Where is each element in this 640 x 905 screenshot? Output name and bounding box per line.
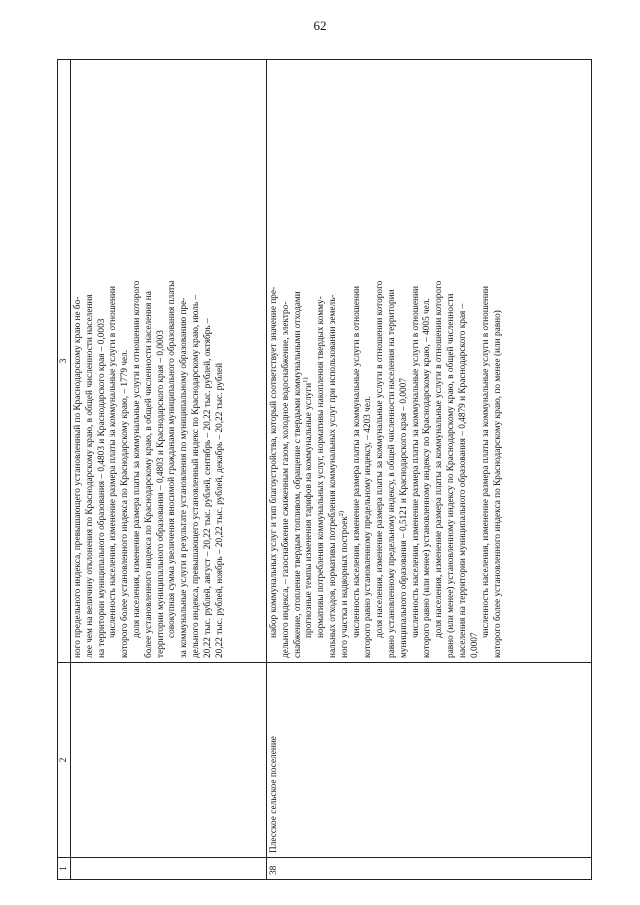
table-row-continuation — [71, 60, 267, 880]
description-line: муниципального образования – 0,5121 и Краснодарского края – 0,0007 — [398, 378, 409, 658]
description-line: численность населения, изменение размера платы за коммунальные услуги в отношении — [481, 286, 492, 638]
description-line: ного предельного индекса, превышающего установленный по Краснодарскому краю не бо- — [73, 296, 84, 658]
description-line: совокупная сумма увеличения вносимой гражданами муниципального образования платы — [167, 280, 178, 638]
description-line: 0,0007 — [469, 632, 480, 658]
description-line: ного участка и надворных построек$^{2)}$ — [337, 510, 350, 658]
cell-description — [71, 60, 267, 663]
description-line: численность населения, изменение размера платы за коммунальные услуги в отношении — [351, 286, 362, 638]
description-line: прогнозные темпы изменения тарифов на коммунальные услуги$^{1)}$ — [302, 377, 315, 638]
description-line: которого равно установленному предельному индексу, – 4203 чел. — [363, 396, 374, 658]
description-line: 20,22 тыс. рублей, август – 20,22 тыс. рублей, сентябрь – 20,22 тыс. рублей, октябрь – — [202, 318, 213, 658]
cell-number — [71, 858, 267, 880]
description-line: доля населения, изменение размера платы за коммунальные услуги в отношении которого — [132, 280, 143, 638]
description-line: равно (или менее) установленному индексу по Краснодарскому краю, в общей численности — [446, 293, 457, 658]
description-line: лее чем на величину отклонения по Краснодарскому краю, в общей численности населения — [84, 294, 95, 658]
description-line: снабжение, отопление твердым топливом, обращение с твердыми коммунальными отходами — [292, 291, 303, 658]
header-col-2: 2 — [58, 663, 71, 858]
description-line: 20,22 тыс. рублей, ноябрь – 20,22 тыс. рублей, декабрь – 20,22 тыс. рублей — [214, 362, 225, 658]
description-line: территории муниципального образования – 0,4803 и Краснодарского края – 0,0003 — [155, 330, 166, 658]
header-row — [58, 60, 71, 880]
description-line: которого более установленного индекса по Краснодарскому краю, по менее (или равно) — [493, 310, 504, 658]
description-line: набор коммунальных услуг и тип благоустройства, который соответствует значение пре- — [269, 286, 280, 638]
description-line: доля населения, изменение размера платы за коммунальные услуги в отношении которого — [434, 280, 445, 638]
cell-number: 38 — [267, 858, 592, 880]
footnote-marker: 2) — [337, 510, 345, 517]
description-line: нормативы потребления коммунальных услуг, нормативы накопления твердых комму- — [316, 296, 327, 638]
description-line: дельного индекса, превышающего установленный индекс по Краснодарскому краю, июль – — [191, 294, 202, 658]
table-row — [267, 60, 592, 880]
description-line: численность населения, изменение размера платы за коммунальные услуги в отношении — [410, 286, 421, 638]
description-line: которого равно (или менее) установленному индексу по Краснодарскому краю, – 4005 чел. — [422, 298, 433, 658]
header-col-3: 3 — [58, 60, 71, 663]
description-line: нальных отходов, нормативы потребления коммунальных услуг при использовании земель- — [328, 294, 339, 658]
cell-settlement: Плесское сельское поселение — [267, 663, 592, 858]
description-line: равно установленному предельному индексу, в общей численности населения на территории — [387, 289, 398, 658]
footnote-marker: 1) — [302, 377, 310, 383]
description-line: дельного индекса, – газоснабжение сжиженным газом, холодное водоснабжение, электро- — [280, 301, 291, 658]
description-line: численность населения, изменение размера платы за коммунальные услуги в отношении — [108, 286, 119, 638]
description-line: более установленного индекса по Краснодарскому краю, в общей численности населения на — [143, 291, 154, 658]
data-table — [57, 59, 592, 880]
cell-description — [267, 60, 592, 663]
description-line: на территории муниципального образования – 0,4803 и Краснодарского края – 0,0003 — [96, 318, 107, 658]
description-line: которого более установленного индекса по Краснодарскому краю, – 1779 чел. — [120, 349, 131, 658]
description-line: за коммунальные услуги в результате установления по муниципальному образованию пре- — [179, 297, 190, 658]
page-number: 62 — [313, 18, 327, 33]
description-line: населения на территории муниципального образования – 0,4879 и Краснодарского края – — [457, 303, 468, 658]
description-line: доля населения, изменение размера платы за коммунальные услуги в отношении которого — [375, 280, 386, 638]
rotated-table-container — [57, 60, 592, 880]
cell-settlement — [71, 663, 267, 858]
header-col-1: 1 — [58, 858, 71, 880]
